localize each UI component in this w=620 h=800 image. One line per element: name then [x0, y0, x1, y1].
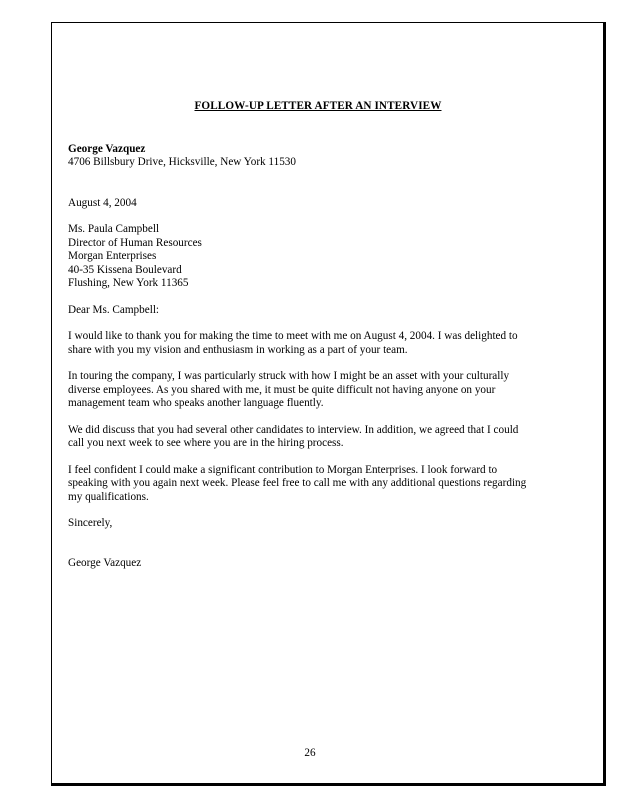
paragraph-line: We did discuss that you had several other candidates to interview. In addition, we agreed that I could	[68, 423, 519, 436]
paragraph-line: I would like to thank you for making the time to meet with me on August 4, 2004. I was delighted to	[68, 330, 518, 342]
paragraph-line: management team who speaks another language fluently.	[68, 397, 324, 409]
paragraph-line: speaking with you again next week. Please feel free to call me with any additional questions regarding	[68, 477, 527, 489]
salutation: Dear Ms. Campbell:	[68, 303, 160, 316]
paragraph-3	[68, 424, 568, 451]
paragraph-1	[68, 330, 568, 357]
recipient-title: Director of Human Resources	[68, 236, 202, 249]
letter-body	[68, 100, 568, 570]
letter-title: FOLLOW-UP LETTER AFTER AN INTERVIEW	[194, 100, 442, 112]
signature-name: George Vazquez	[68, 556, 142, 569]
closing: Sincerely,	[68, 517, 113, 529]
paragraph-line: I feel confident I could make a significant contribution to Morgan Enterprises. I look forward to	[68, 463, 498, 476]
page-number: 26	[304, 747, 316, 759]
paragraph-line: In touring the company, I was particularly struck with how I might be an asset with your culturally	[68, 370, 510, 382]
recipient-street: 40-35 Kissena Boulevard	[68, 263, 182, 276]
recipient-block	[68, 223, 568, 291]
sender-address: 4706 Billsbury Drive, Hicksville, New York 11530	[68, 156, 296, 168]
paragraph-line: my qualifications.	[68, 490, 149, 503]
paragraph-line: share with you my vision and enthusiasm in working as a part of your team.	[68, 343, 408, 356]
paragraph-line: diverse employees. As you shared with me, it must be quite difficult not having anyone on your	[68, 383, 496, 396]
paragraph-4	[68, 464, 568, 505]
paragraph-2	[68, 370, 568, 411]
letter-date: August 4, 2004	[68, 196, 137, 209]
paragraph-line: call you next week to see where you are in the hiring process.	[68, 437, 344, 449]
recipient-company: Morgan Enterprises	[68, 250, 157, 262]
recipient-name: Ms. Paula Campbell	[68, 223, 160, 235]
recipient-city: Flushing, New York 11365	[68, 277, 189, 289]
sender-name: George Vazquez	[68, 142, 146, 155]
